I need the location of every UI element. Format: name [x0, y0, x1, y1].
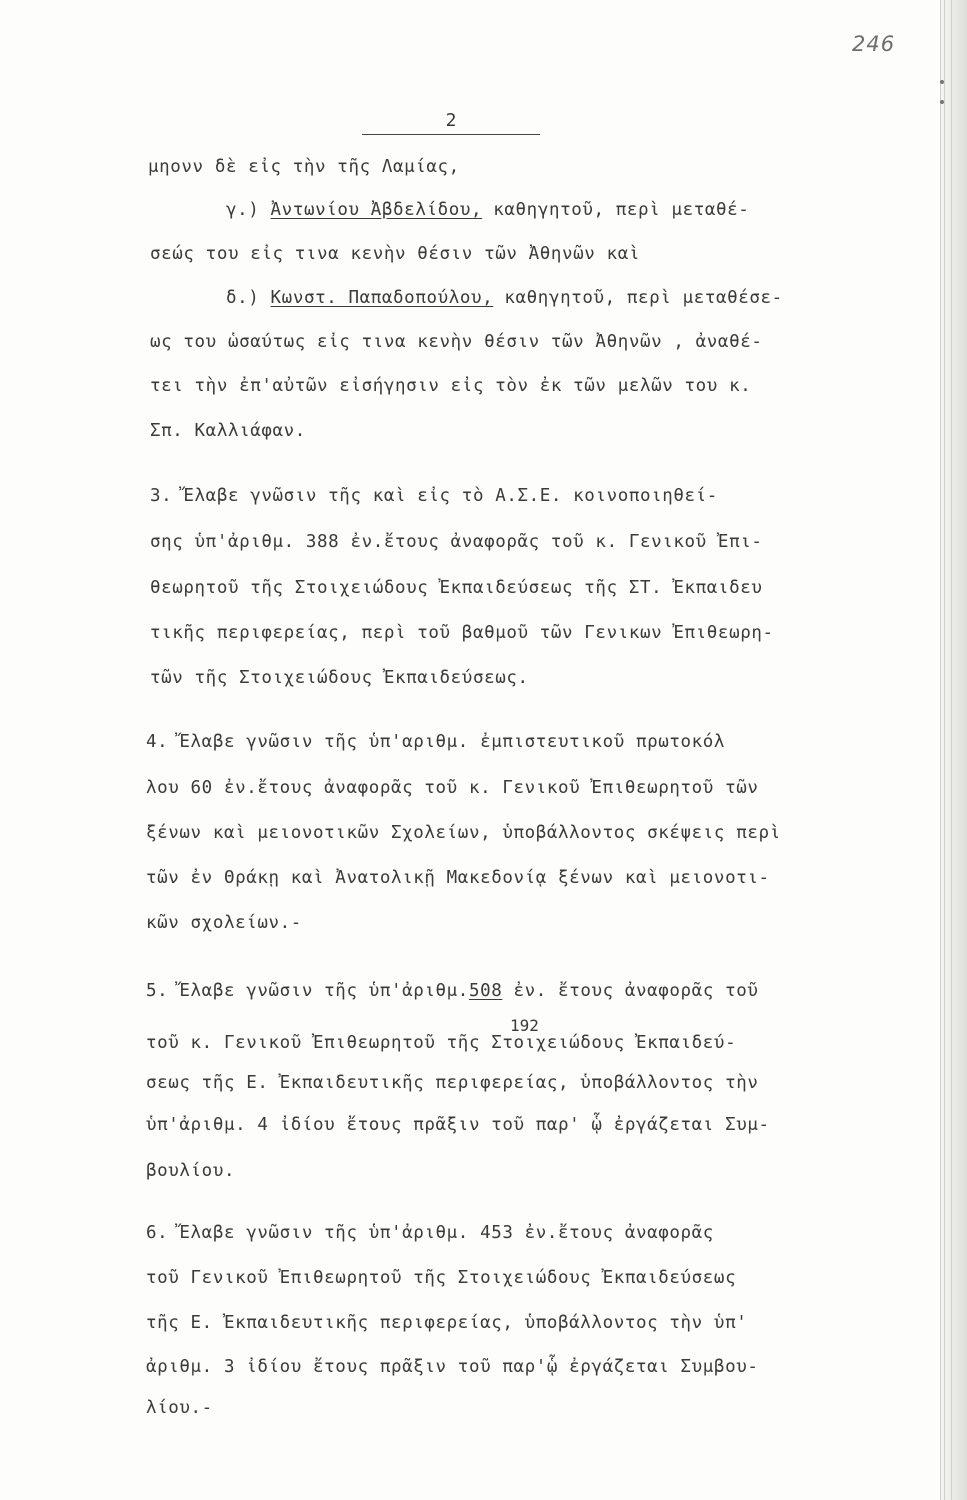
person-name: Ἀντωνίου Ἀβδελίδου,	[270, 200, 483, 220]
scan-speck	[940, 80, 944, 84]
text-line: τῶν ἐν Θράκῃ καὶ Ἀνατολικῇ Μακεδονίᾳ ξένων καὶ μειονοτι-	[146, 868, 770, 888]
page-number: 2	[362, 110, 540, 135]
text-line: ὑπ'ἀριθμ. 4 ἰδίου ἔτους πρᾶξιν τοῦ παρ' ᾧ ἐργάζεται Συμ-	[146, 1115, 770, 1135]
text-line: μηονν δὲ εἰς τὴν τῆς Λαμίας,	[148, 157, 460, 177]
text-line: τοῦ Γενικοῦ Ἐπιθεωρητοῦ τῆς Στοιχειώδους Ἐκπαιδεύσεως	[146, 1268, 737, 1288]
item-marker: δ.)	[226, 288, 271, 308]
paragraph-5-line	[146, 980, 759, 1002]
text-line: τει τὴν ἐπ'αὐτῶν εἰσήγησιν εἰς τὸν ἐκ τῶν μελῶν του κ.	[150, 376, 752, 396]
text-line: Σπ. Καλλιάφαν.	[150, 421, 306, 441]
text-line: ξένων καὶ μειονοτικῶν Σχολείων, ὑποβάλλοντος σκέψεις περὶ	[146, 823, 781, 843]
paragraph-6-line: 6. Ἔλαβε γνῶσιν τῆς ὑπ'ἀριθμ. 453 ἐν.ἔτους ἀναφορᾶς	[146, 1223, 714, 1243]
text-line: τοῦ κ. Γενικοῦ Ἐπιθεωρητοῦ τῆς Στοιχειώδους Ἐκπαιδεύ-	[146, 1033, 737, 1053]
text-line: τῶν τῆς Στοιχειώδους Ἐκπαιδεύσεως.	[150, 668, 529, 688]
text-line: τικῆς περιφερείας, περὶ τοῦ βαθμοῦ τῶν Γενικων Ἐπιθεωρη-	[150, 623, 774, 643]
scan-speck	[940, 100, 944, 104]
text-line: ως του ὡσαύτως εἰς τινα κενὴν θέσιν τῶν Ἀθηνῶν , ἀναθέ-	[150, 332, 763, 352]
text-line-item-d	[226, 287, 783, 309]
text-line: τῆς Ε. Ἐκπαιδευτικῆς περιφερείας, ὑποβάλλοντος τὴν ὑπ'	[146, 1313, 748, 1333]
text-line: κῶν σχολείων.-	[146, 913, 302, 933]
paragraph-3-line: 3. Ἔλαβε γνῶσιν τῆς καὶ εἰς τὸ Α.Σ.Ε. κοινοποιηθεί-	[150, 486, 718, 506]
line-text: 5. Ἔλαβε γνῶσιν τῆς ὑπ'ἀριθμ.	[146, 981, 469, 1001]
text-line: βουλίου.	[146, 1161, 236, 1181]
paragraph-4-line: 4. Ἔλαβε γνῶσιν τῆς ὑπ'αριθμ. ἐμπιστευτικοῦ πρωτοκόλ	[146, 732, 726, 752]
page-edge-line	[951, 0, 952, 1500]
line-text: καθηγητοῦ, περὶ μεταθέ-	[482, 200, 750, 220]
line-text: καθηγητοῦ, περὶ μεταθέσε-	[493, 288, 783, 308]
text-line: σεως τῆς Ε. Ἐκπαιδευτικῆς περιφερείας, ὑποβάλλοντος τὴν	[146, 1073, 759, 1093]
text-line: θεωρητοῦ τῆς Στοιχειώδους Ἐκπαιδεύσεως τῆς ΣΤ. Ἐκπαιδευ	[150, 578, 763, 598]
person-name: Κωνστ. Παπαδοπούλου,	[270, 288, 494, 308]
line-text: ἐν. ἔτους ἀναφορᾶς τοῦ	[502, 981, 759, 1001]
text-line-item-c	[226, 199, 749, 221]
text-line: σης ὑπ'ἀριθμ. 388 ἐν.ἔτους ἀναφορᾶς τοῦ κ. Γενικοῦ Ἐπι-	[150, 532, 763, 552]
folio-number: 246	[852, 32, 896, 56]
text-line: σεώς του εἰς τινα κενὴν θέσιν τῶν Ἀθηνῶν καὶ	[150, 244, 640, 264]
text-line: λου 60 ἐν.ἔτους ἀναφορᾶς τοῦ κ. Γενικοῦ Ἐπιθεωρητοῦ τῶν	[146, 778, 759, 798]
item-marker: γ.)	[226, 200, 271, 220]
text-line: ἀριθμ. 3 ἰδίου ἔτους πρᾶξιν τοῦ παρ'ᾧ ἐργάζεται Συμβου-	[146, 1357, 759, 1377]
page-edge-line	[944, 0, 945, 1500]
text-line: λίου.-	[146, 1398, 213, 1418]
fraction-denominator: 192	[510, 1016, 539, 1035]
protocol-number: 508	[468, 981, 503, 1001]
